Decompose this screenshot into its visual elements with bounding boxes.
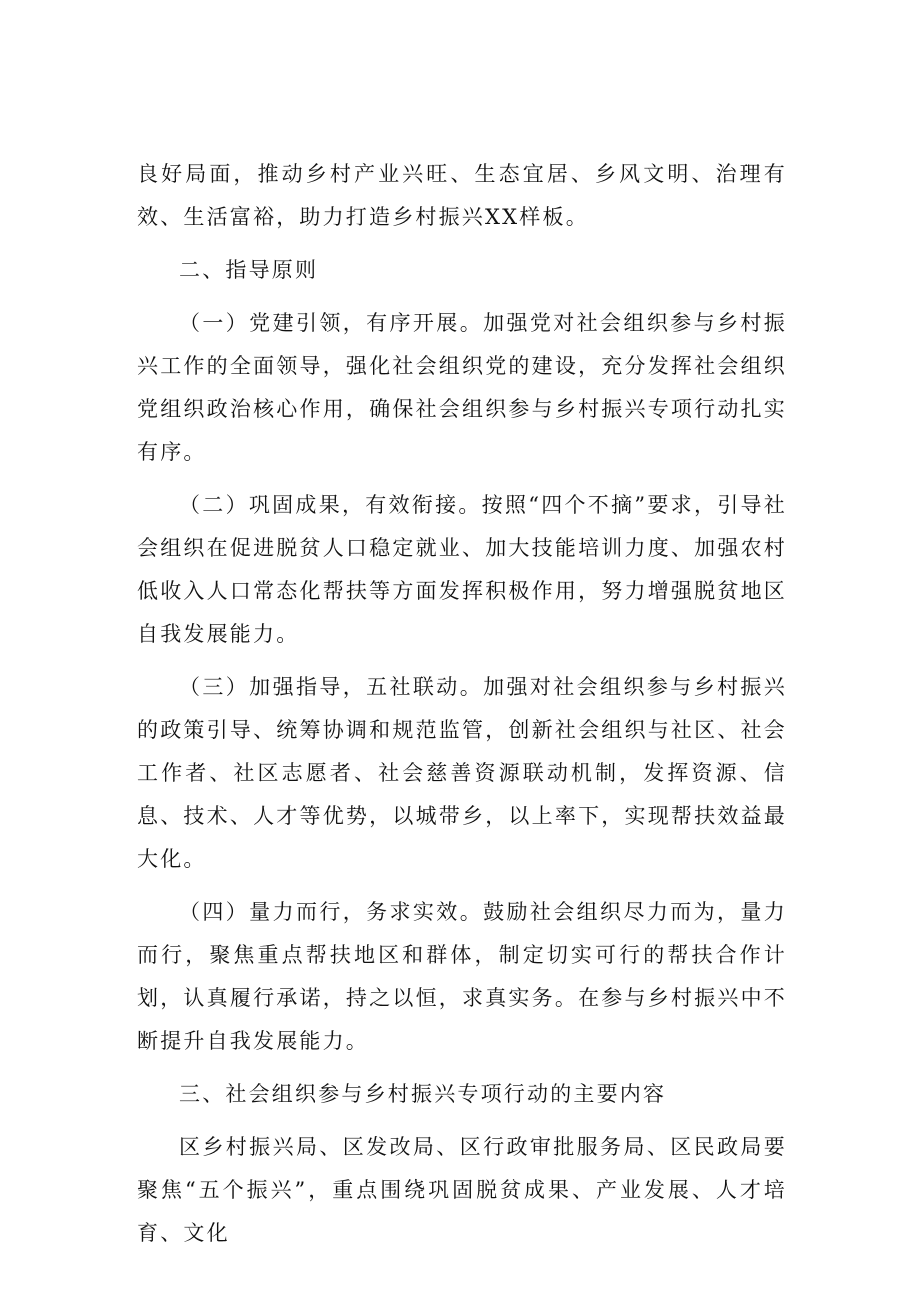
section-heading-guiding-principles: 二、指导原则 bbox=[179, 258, 319, 282]
paragraph-continuation: 良好局面，推动乡村产业兴旺、生态宜居、乡风文明、治理有效、生活富裕，助力打造乡村振兴XX样板。 bbox=[137, 162, 787, 229]
section-heading-main-content: 三、社会组织参与乡村振兴专项行动的主要内容 bbox=[179, 1082, 667, 1106]
paragraph-party-leadership: （一）党建引领，有序开展。加强党对社会组织参与乡村振兴工作的全面领导，强化社会组织党的建设，充分发挥社会组织党组织政治核心作用，确保社会组织参与乡村振兴专项行动扎实有序。 bbox=[137, 311, 787, 464]
paragraph-consolidate-results: （二）巩固成果，有效衔接。按照“四个不摘”要求，引导社会组织在促进脱贫人口稳定就业、加大技能培训力度、加强农村低收入人口常态化帮扶等方面发挥积极作用，努力增强脱贫地区自我发展能力。 bbox=[137, 493, 787, 646]
document-body bbox=[137, 153, 787, 1255]
paragraph-strengthen-guidance: （三）加强指导，五社联动。加强对社会组织参与乡村振兴的政策引导、统筹协调和规范监管，创新社会组织与社区、社会工作者、社区志愿者、社会慈善资源联动机制，发挥资源、信息、技术、人才等优势，以城带乡，以上率下，实现帮扶效益最大化。 bbox=[137, 675, 787, 871]
paragraph-act-within-means: （四）量力而行，务求实效。鼓励社会组织尽力而为，量力而行，聚焦重点帮扶地区和群体，制定切实可行的帮扶合作计划，认真履行承诺，持之以恒，求真实务。在参与乡村振兴中不断提升自我发展能力。 bbox=[137, 900, 787, 1053]
paragraph-five-revitalizations: 区乡村振兴局、区发改局、区行政审批服务局、区民政局要聚焦“五个振兴”，重点围绕巩固脱贫成果、产业发展、人才培育、文化 bbox=[137, 1135, 787, 1245]
